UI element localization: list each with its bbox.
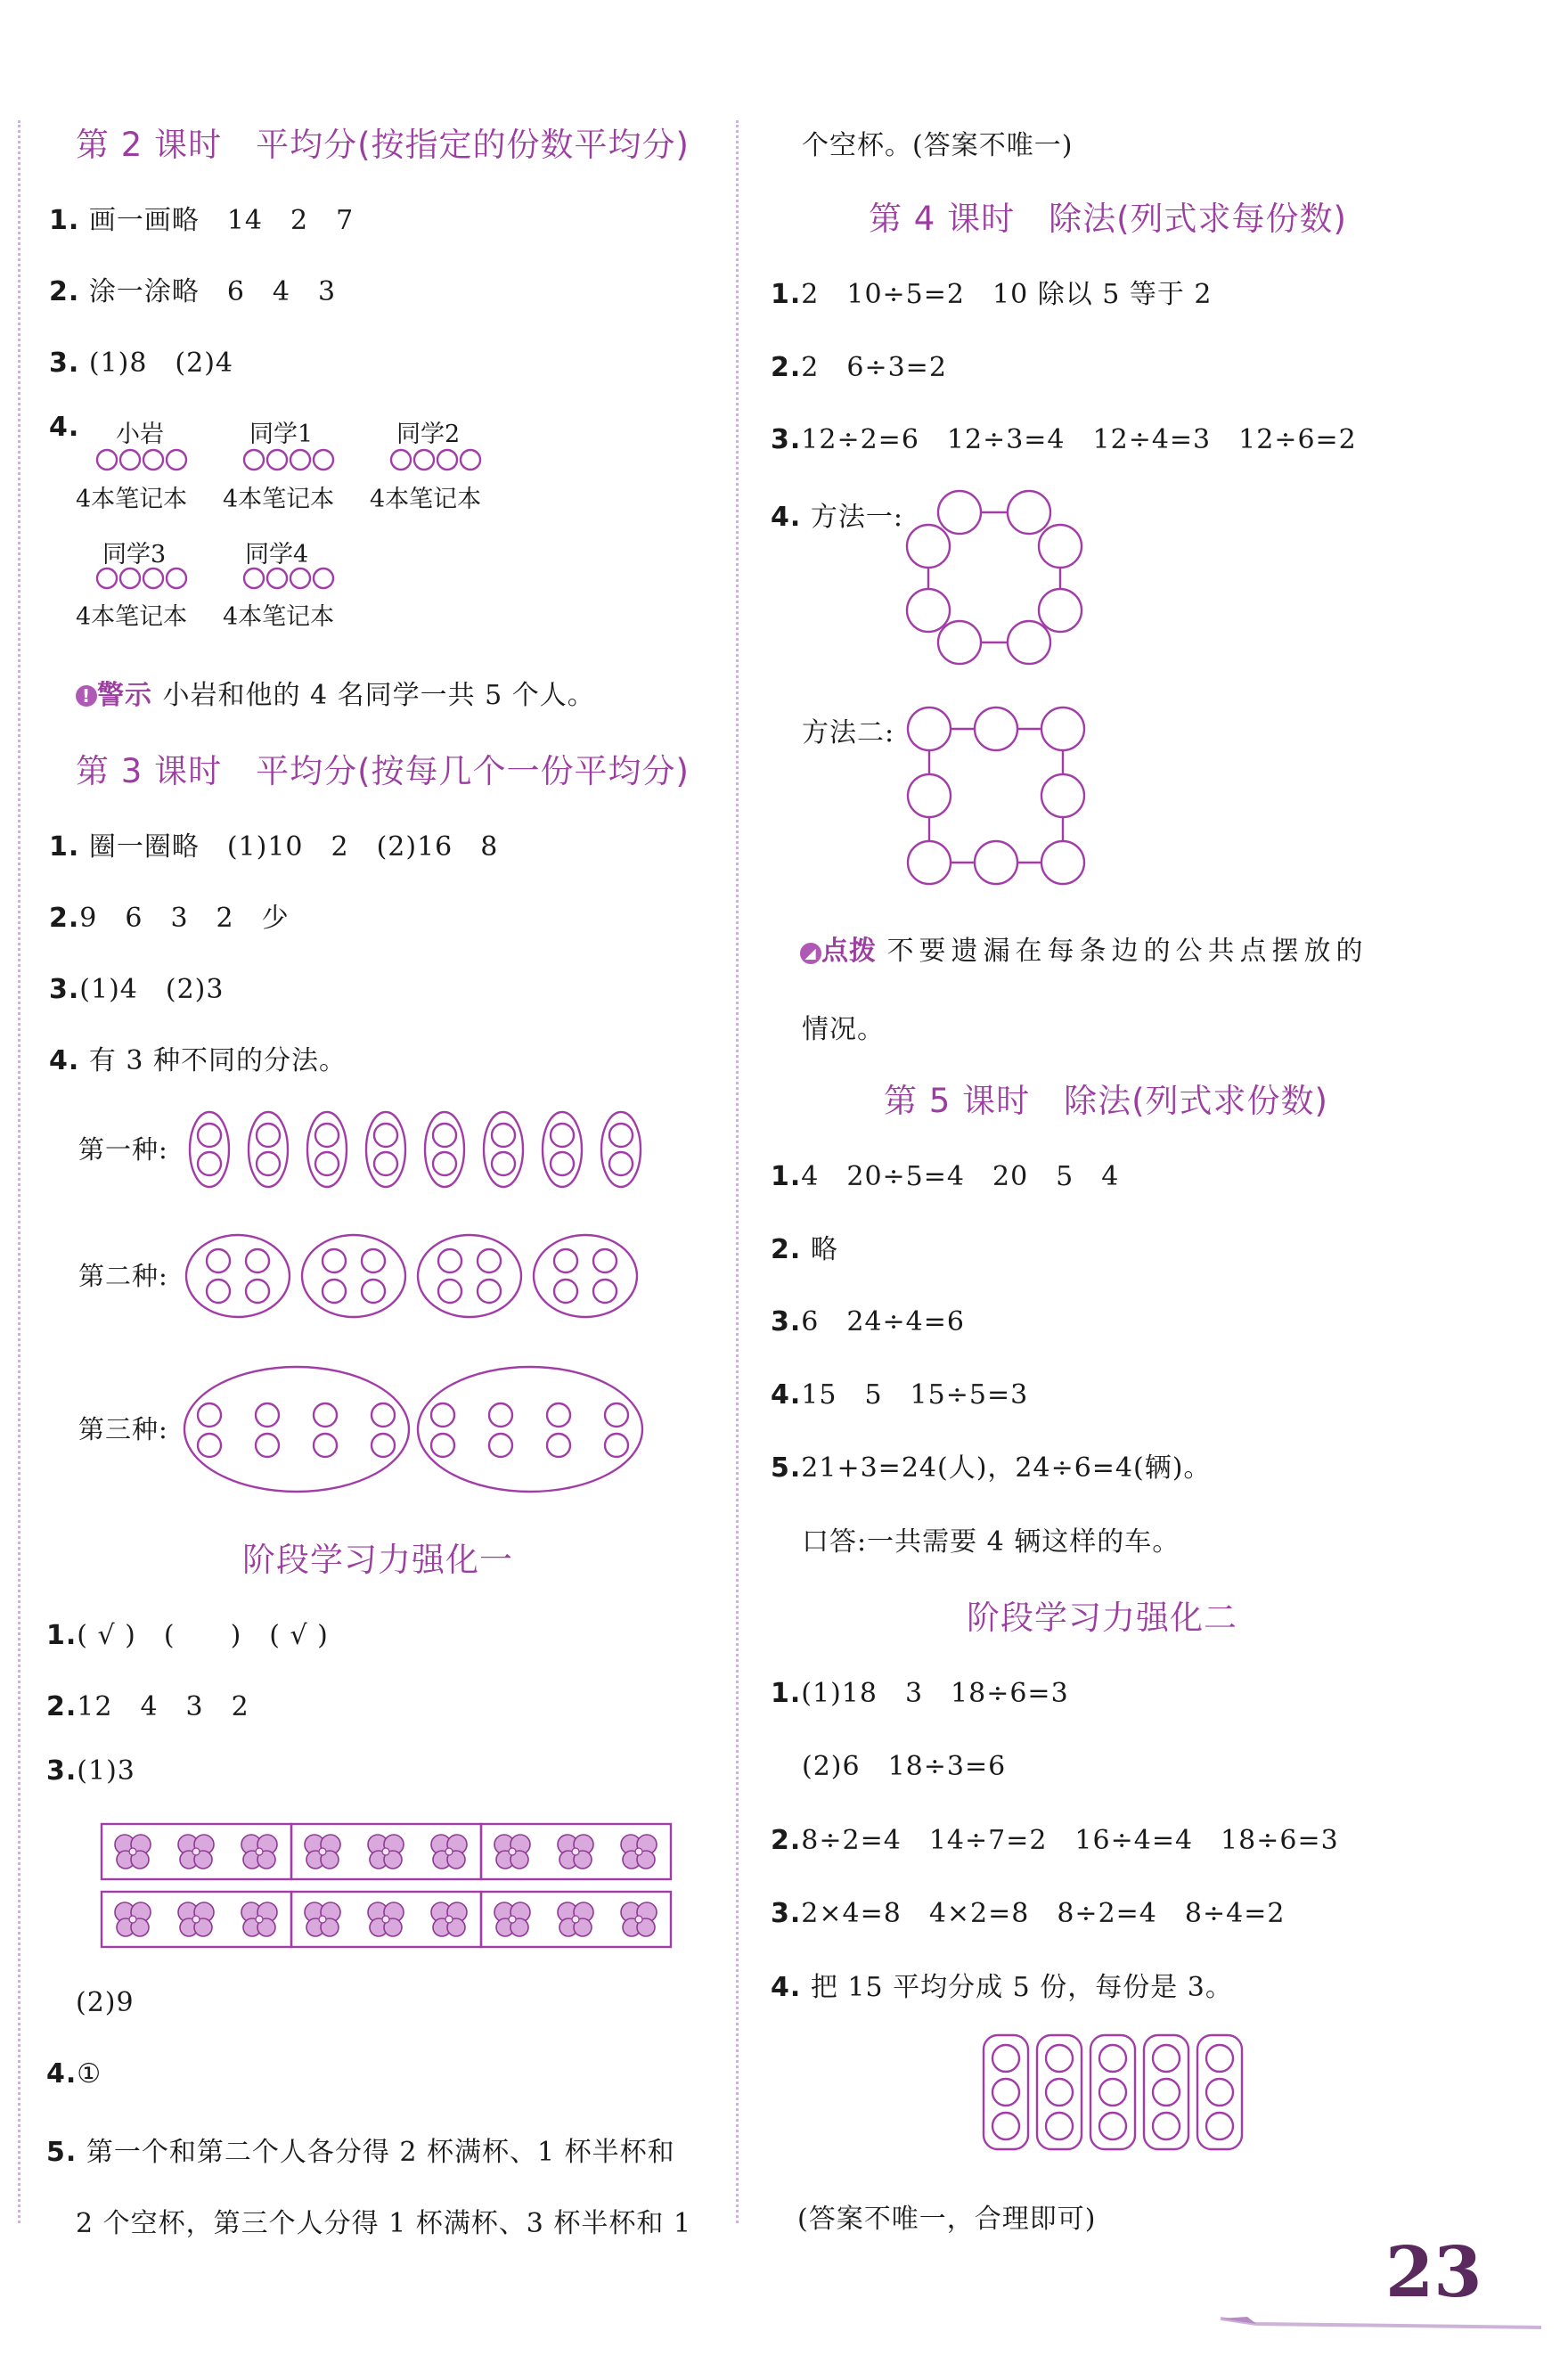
warning-tag: ! 警示 <box>76 680 162 711</box>
person-label: 小岩 <box>116 421 164 448</box>
notebook-circles-row2 <box>94 566 379 591</box>
compass-icon: ◢ <box>800 943 821 964</box>
l2-q2 <box>49 269 336 308</box>
notebook-label: 4本笔记本 <box>223 603 335 631</box>
notebook-figure <box>76 410 521 633</box>
pair-group <box>484 1112 523 1187</box>
l4-q2 <box>771 345 947 384</box>
l3-q3-text: (1)4 (2)3 <box>79 974 225 1005</box>
s2-q3 <box>771 1891 1285 1930</box>
s2-note: (答案不唯一，合理即可) <box>797 2204 1097 2235</box>
s1-q3-text: (1)3 <box>77 1755 135 1787</box>
q-num: 1. <box>771 1678 802 1709</box>
s2-q4-text: 把 15 平均分成 5 份，每份是 3。 <box>810 1972 1233 2003</box>
notebook-label: 4本笔记本 <box>370 486 482 513</box>
tip-text: 不要遗漏在每条边的公共点摆放的 <box>886 936 1368 967</box>
circle-group <box>97 568 186 588</box>
pair-group <box>543 1112 582 1187</box>
flowers <box>115 1835 657 1936</box>
q-num: 3. <box>771 1898 802 1929</box>
l2-q3-text: (1)8 (2)4 <box>88 348 233 379</box>
l4-q4 <box>771 495 903 534</box>
way2-figure <box>183 1230 646 1328</box>
q-num: 2. <box>49 276 80 307</box>
q-num: 4. <box>771 1379 802 1411</box>
l4-q1-text: 2 10÷5=2 10 除以 5 等于 2 <box>801 279 1213 310</box>
tip-note <box>800 928 1368 968</box>
way3-label: 第三种: <box>78 1414 168 1444</box>
l2-q4-num: 4. <box>49 412 80 443</box>
person-label: 同学2 <box>396 421 461 448</box>
q-num: 5. <box>46 2137 78 2168</box>
s1-q1-text: ( √ ) ( ) ( √ ) <box>77 1620 329 1651</box>
method2-figure <box>904 704 1091 891</box>
s1-q3b: (2)9 <box>76 1987 135 2018</box>
l5-q5-text: 21+3=24(人)，24÷6=4(辆)。 <box>801 1452 1212 1484</box>
l4-q3-text: 12÷2=6 12÷3=4 12÷4=3 12÷6=2 <box>801 424 1357 455</box>
s1-q1 <box>46 1613 329 1652</box>
pen-stroke-decoration <box>1221 2308 1541 2335</box>
l3-q2-text: 9 6 3 2 少 <box>79 903 290 934</box>
warning-text: 小岩和他的 4 名同学一共 5 个人。 <box>162 680 595 711</box>
s1-q4-text: ① <box>77 2058 102 2090</box>
triple-group <box>1090 2035 1135 2149</box>
l2-q3 <box>49 340 233 380</box>
l5-q4-text: 15 5 15÷5=3 <box>801 1379 1029 1411</box>
l3-q4 <box>49 1038 347 1077</box>
q-num: 3. <box>49 974 80 1005</box>
q-num: 3. <box>46 1755 78 1787</box>
column-divider <box>736 120 739 2223</box>
pair-group <box>190 1112 229 1187</box>
circle-group <box>391 450 480 470</box>
warning-note <box>76 673 595 712</box>
q-num: 2. <box>771 1825 802 1856</box>
person-label: 同学1 <box>249 421 314 448</box>
s2-q2 <box>771 1818 1339 1857</box>
l5-q2 <box>771 1227 838 1266</box>
circle-group <box>244 568 333 588</box>
s1-q4 <box>46 2058 102 2090</box>
quad-group <box>418 1235 521 1317</box>
s2-q1b: (2)6 18÷3=6 <box>802 1751 1007 1782</box>
lesson5-heading: 第 5 课时 除法(列式求份数) <box>884 1082 1328 1120</box>
method1-figure <box>904 486 1091 673</box>
l3-q4-text: 有 3 种不同的分法。 <box>88 1045 347 1076</box>
triple-group <box>1197 2035 1242 2149</box>
q-num: 1. <box>49 205 80 236</box>
groups-of-three-figure <box>980 2032 1256 2156</box>
s1-q2 <box>46 1684 249 1723</box>
q-num: 2. <box>49 903 80 934</box>
lesson2-heading: 第 2 课时 平均分(按指定的份数平均分) <box>76 126 690 164</box>
l2-q1 <box>49 198 354 237</box>
l5-q5 <box>771 1445 1211 1485</box>
l2-q1-text: 画一画略 14 2 7 <box>88 205 355 236</box>
s1-q5-cont: 2 个空杯，第三个人分得 1 杯满杯、3 杯半杯和 1 <box>76 2208 692 2239</box>
pair-group <box>601 1112 641 1187</box>
s2-q1-text: (1)18 3 18÷6=3 <box>801 1678 1069 1709</box>
s2-q2-text: 8÷2=4 14÷7=2 16÷4=4 18÷6=3 <box>801 1825 1339 1856</box>
q-num: 1. <box>46 1620 78 1651</box>
quad-group <box>186 1235 290 1317</box>
tip-tag: ◢ 点拨 <box>800 936 886 967</box>
warning-icon: ! <box>76 685 97 707</box>
s2-q3-text: 2×4=8 4×2=8 8÷2=4 8÷4=2 <box>801 1898 1286 1929</box>
l5-q2-text: 略 <box>810 1234 838 1265</box>
method1-label: 方法一: <box>810 502 903 533</box>
triple-group <box>984 2035 1028 2149</box>
l5-q3 <box>771 1299 965 1338</box>
flower-grid <box>100 1822 679 1951</box>
s1-q3 <box>46 1755 135 1787</box>
circle-square <box>908 708 1084 884</box>
l4-q1 <box>771 272 1212 311</box>
l3-q1 <box>49 824 498 863</box>
way1-figure <box>183 1105 646 1194</box>
notebook-circles-row1 <box>94 447 521 472</box>
q-num: 4. <box>771 1972 802 2003</box>
l5-q5-answer: 口答:一共需要 4 辆这样的车。 <box>802 1526 1180 1558</box>
stage2-heading: 阶段学习力强化二 <box>967 1599 1237 1637</box>
q-num: 3. <box>49 348 80 379</box>
page-number: 23 <box>1385 2232 1482 2313</box>
tip-text-cont: 情况。 <box>802 1014 885 1045</box>
s1-q5 <box>46 2130 675 2169</box>
l2-q2-text: 涂一涂略 6 4 3 <box>88 276 337 307</box>
s2-q4 <box>771 1965 1233 2004</box>
q-num: 1. <box>49 831 80 863</box>
q-num: 1. <box>771 279 802 310</box>
lesson4-heading: 第 4 课时 除法(列式求每份数) <box>869 200 1347 238</box>
octet-group <box>418 1367 642 1492</box>
l5-q1 <box>771 1154 1119 1193</box>
l3-q3 <box>49 967 224 1006</box>
q-num: 5. <box>771 1452 802 1484</box>
person-label: 同学3 <box>102 541 167 568</box>
pair-group <box>307 1112 347 1187</box>
s1-q2-text: 12 4 3 2 <box>77 1691 249 1722</box>
stage1-heading: 阶段学习力强化一 <box>242 1541 513 1579</box>
lesson3-heading: 第 3 课时 平均分(按每几个一份平均分) <box>76 752 690 790</box>
l4-q2-text: 2 6÷3=2 <box>801 352 947 383</box>
q-num: 2. <box>771 1234 802 1265</box>
q-num: 4. <box>46 2058 78 2090</box>
quad-group <box>302 1235 405 1317</box>
way1-label: 第一种: <box>78 1134 168 1165</box>
circle-ring <box>907 491 1082 664</box>
l4-q3 <box>771 417 1357 456</box>
notebook-label: 4本笔记本 <box>76 486 188 513</box>
triple-group <box>1144 2035 1188 2149</box>
way3-figure <box>183 1363 650 1497</box>
s2-q1 <box>771 1671 1069 1710</box>
l5-q1-text: 4 20÷5=4 20 5 4 <box>801 1161 1120 1192</box>
way2-label: 第二种: <box>78 1261 168 1291</box>
q-num: 4. <box>49 1045 80 1076</box>
notebook-label: 4本笔记本 <box>76 603 188 631</box>
continuation-text: 个空杯。(答案不唯一) <box>802 130 1074 161</box>
circle-group <box>97 450 186 470</box>
pair-group <box>425 1112 464 1187</box>
l5-q3-text: 6 24÷4=6 <box>801 1306 965 1337</box>
q-num: 3. <box>771 424 802 455</box>
q-num: 1. <box>771 1161 802 1192</box>
q-num: 4. <box>771 502 802 533</box>
quad-group <box>534 1235 637 1317</box>
pair-group <box>249 1112 288 1187</box>
q-num: 2. <box>771 352 802 383</box>
circle-group <box>244 450 333 470</box>
person-label: 同学4 <box>245 541 309 568</box>
l5-q4 <box>771 1372 1028 1411</box>
pair-group <box>366 1112 405 1187</box>
l3-q2 <box>49 896 290 935</box>
notebook-label: 4本笔记本 <box>223 486 335 513</box>
method2-label: 方法二: <box>802 717 895 748</box>
q-num: 3. <box>771 1306 802 1337</box>
left-margin-rule <box>18 120 20 2223</box>
octet-group <box>184 1367 409 1492</box>
q-num: 2. <box>46 1691 78 1722</box>
l3-q1-text: 圈一圈略 (1)10 2 (2)16 8 <box>88 831 499 863</box>
triple-group <box>1037 2035 1082 2149</box>
s1-q5-text: 第一个和第二个人各分得 2 杯满杯、1 杯半杯和 <box>86 2137 675 2168</box>
